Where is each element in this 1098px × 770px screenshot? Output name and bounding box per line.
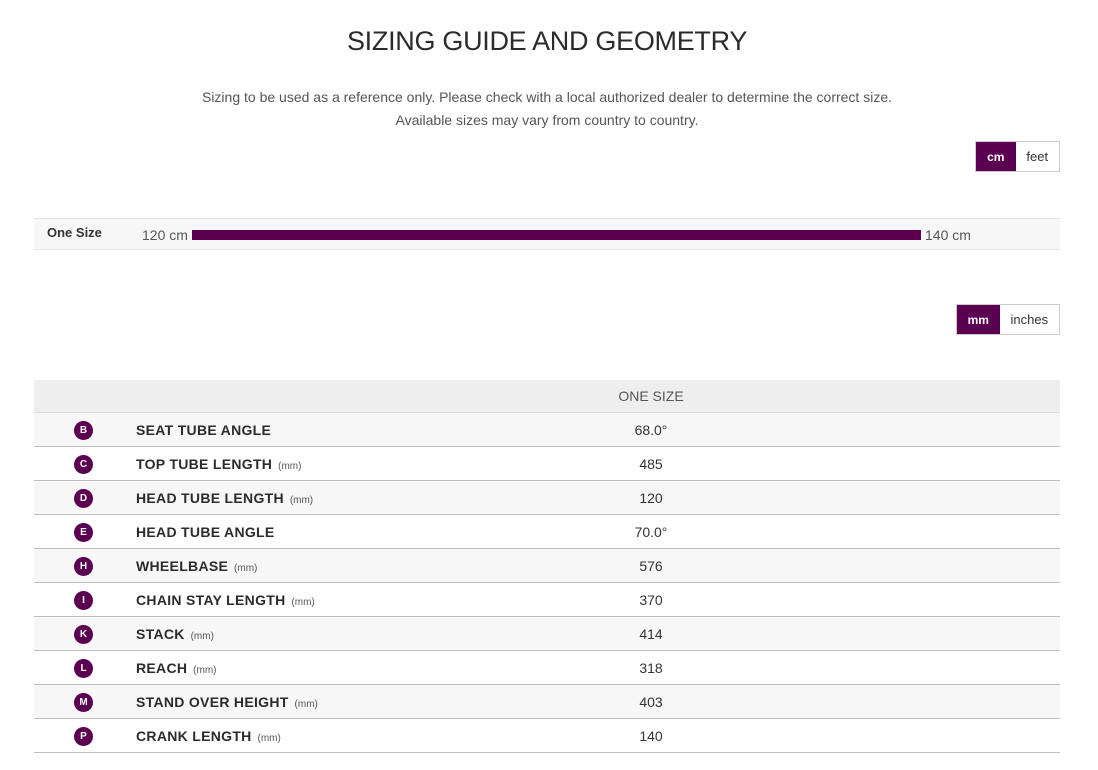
measurement-value: 120 [481,481,821,515]
measurement-unit: (mm) [291,596,315,608]
measurement-unit: (mm) [257,732,281,744]
measurement-name: STACK [136,625,185,642]
intro-text-line-1: Sizing to be used as a reference only. Please check with a local authorized dealer to determine the correct size. [201,89,892,105]
measurement-letter-badge: I [74,591,93,610]
measurement-value: 140 [481,719,821,753]
measurement-value: 485 [481,447,821,481]
unit-cm-button[interactable]: cm [976,142,1016,171]
measurement-letter-badge: B [74,421,93,440]
measurement-name: REACH [136,659,188,676]
measurement-letter-badge: M [74,693,93,712]
measurement-letter-badge: P [74,727,93,746]
measurement-letter-badge: K [74,625,93,644]
measurement-name: HEAD TUBE LENGTH [136,489,284,506]
measurement-letter-badge: C [74,455,93,474]
table-row [34,685,1060,719]
measurement-unit: (mm) [193,664,217,676]
measurement-letter-badge: L [74,659,93,678]
table-row [34,719,1060,753]
measurement-name: TOP TUBE LENGTH [136,455,273,472]
size-range-row [34,218,1060,250]
measurement-value: 370 [481,583,821,617]
table-row [34,447,1060,481]
measurement-name: WHEELBASE [136,557,229,574]
table-row [34,515,1060,549]
measurement-unit: (mm) [190,630,214,642]
size-range-bar [192,230,921,240]
measurement-value: 70.0° [481,515,821,549]
measurement-unit: (mm) [278,460,302,472]
intro-text-line-2: Available sizes may vary from country to country. [395,112,699,128]
unit-mm-button[interactable]: mm [957,305,1000,334]
size-min-label: 120 cm [142,227,188,243]
page-title: SIZING GUIDE AND GEOMETRY [346,26,748,56]
table-row [34,413,1060,447]
table-row [34,481,1060,515]
size-name: One Size [47,225,102,240]
measurement-name: HEAD TUBE ANGLE [136,523,275,540]
measurement-unit: (mm) [294,698,318,710]
measurement-value: 576 [481,549,821,583]
geometry-table [34,380,1060,753]
measurement-name: STAND OVER HEIGHT [136,693,289,710]
measurement-value: 414 [481,617,821,651]
measurement-name: SEAT TUBE ANGLE [136,421,272,438]
measurement-letter-badge: E [74,523,93,542]
measurement-name: CRANK LENGTH [136,727,252,744]
table-row [34,651,1060,685]
column-header-one-size: ONE SIZE [481,380,821,413]
geometry-header-row [34,380,1060,413]
measurement-letter-badge: H [74,557,93,576]
length-unit-toggle [956,304,1060,335]
measurement-unit: (mm) [289,494,314,506]
measurement-unit: (mm) [234,562,258,574]
measurement-name: CHAIN STAY LENGTH [136,591,286,608]
table-row [34,549,1060,583]
table-row [34,617,1060,651]
size-max-label: 140 cm [925,227,971,243]
unit-feet-button[interactable]: feet [1026,149,1049,164]
unit-inches-button[interactable]: inches [1010,312,1049,327]
height-unit-toggle [975,141,1060,172]
measurement-value: 68.0° [481,413,821,447]
table-row [34,583,1060,617]
measurement-value: 403 [481,685,821,719]
measurement-value: 318 [481,651,821,685]
measurement-letter-badge: D [74,489,93,508]
